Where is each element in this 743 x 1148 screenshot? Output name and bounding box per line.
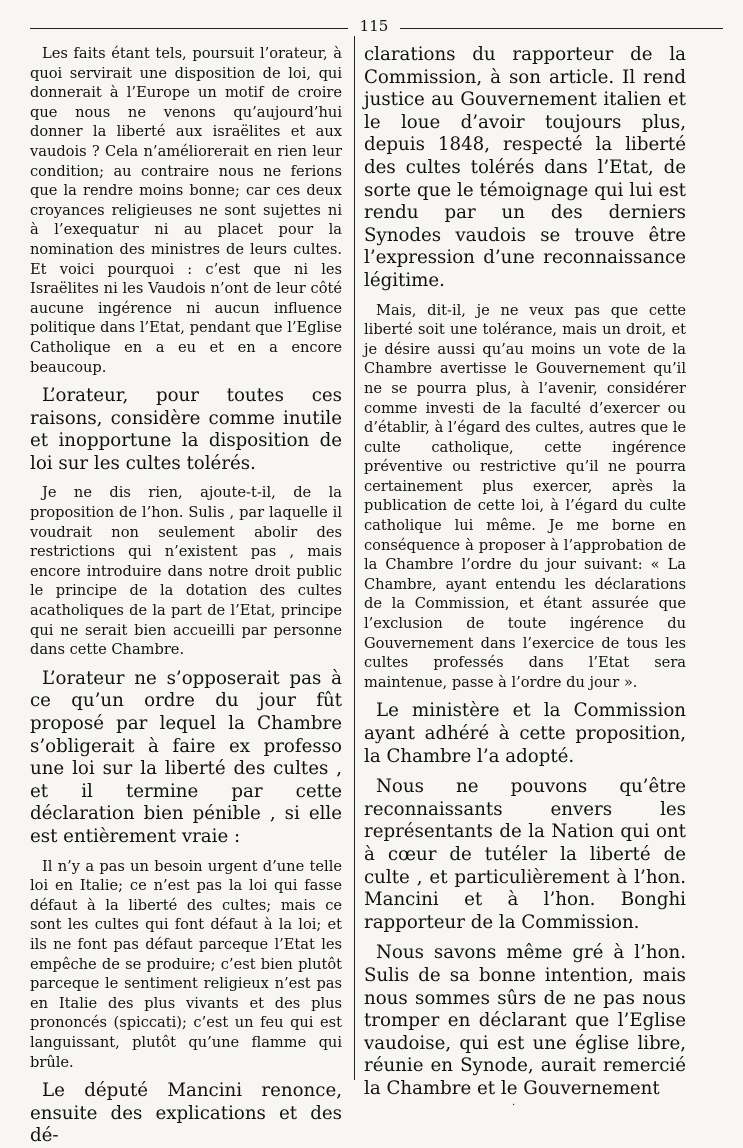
left-column — [30, 44, 342, 1148]
left-paragraph-4: L’orateur ne s’opposerait pas à ce qu’un ordre du jour fût proposé par lequel la Chambre s’obligerait à faire ex professo une loi sur la liberté des cultes , et il termine par cette déclaration bien pénible , si elle est entièrement vraie : — [30, 667, 342, 847]
right-paragraph-5: Nous savons même gré à l’hon. Sulis de sa bonne intention, mais nous sommes sûrs de ne pas nous tromper en déclarant que l’Eglise vaudoise, qui est une église libre, réunie en Synode, aurait remercié la Chambre et le Gouvernement — [364, 942, 686, 1099]
right-paragraph-4: Nous ne pouvons qu’être reconnaissants envers les représentants de la Nation qui ont à cœur de tutéler la liberté de culte , et particulièrement à l’hon. Mancini et à l’hon. Bonghi rapporteur de la Commission. — [364, 776, 686, 933]
header-rule-left — [30, 28, 348, 29]
left-paragraph-3: Je ne dis rien, ajoute-t-il, de la proposition de l’hon. Sulis , par laquelle il voudrait non seulement abolir des restrictions qui n’existent pas , mais encore introduire dans notre droit public le principe de la dotation des cultes acatholiques de la part de l’Etat, principe qui ne serait bien accueilli par personne dans cette Chambre. — [30, 484, 342, 659]
right-column — [364, 44, 686, 1101]
right-paragraph-1: clarations du rapporteur de la Commission, à son article. Il rend justice au Gouvernement italien et le loue d’avoir toujours plus, depuis 1848, respecté la liberté des cultes tolérés dans l’Etat, de sorte que le témoignage qui lui est rendu par un des derniers Synodes vaudois se trouve être l’expression d’une reconnaissance légitime. — [364, 44, 686, 291]
right-paragraph-2: Mais, dit-il, je ne veux pas que cette liberté soit une tolérance, mais un droit, et je désire aussi qu’au moins un vote de la Chambre avertisse le Gouvernement qu’il ne se pourra plus, à l’avenir, considérer comme investi de la faculté d’exercer ou d’établir, à l’égard des cultes, autres que le culte catholique, cette ingérence préventive ou restrictive qu’il ne pourra certainement plus exercer, après la publication de cette loi, à l’égard du culte catholique lui même. Je me borne en conséquence à proposer à l’approbation de la Chambre l’ordre du jour suivant: « La Chambre, ayant entendu les déclarations de la Commission, et étant assurée que l’exclusion de toute ingérence du Gouvernement dans l’exercice de tous les cultes professés dans l’Etat sera maintenue, passe à l’ordre du jour ». — [364, 301, 686, 691]
left-paragraph-6: Le député Mancini renonce, ensuite des explications et des dé- — [30, 1080, 342, 1147]
left-paragraph-5: Il n’y a pas un besoin urgent d’une telle loi en Italie; ce n’est pas la loi qui fasse défaut à la liberté des cultes; mais ce sont les cultes qui font défaut à la loi; et ils ne font pas défaut parceque l’Etat les empêche de se produire; c’est bien plutôt parceque le sentiment religieux n’est pas en Italie des plus vivants et des plus prononcés (spiccati); c’est un feu qui est languissant, plutôt qu’une flamme qui brûle. — [30, 857, 342, 1071]
right-paragraph-3: Le ministère et la Commission ayant adhéré à cette proposition, la Chambre l’a adopté. — [364, 700, 686, 767]
header-rule-right — [400, 28, 723, 29]
page-number: 115 — [359, 17, 389, 35]
left-paragraph-2: L’orateur, pour toutes ces raisons, considère comme inutile et inopportune la disposition de loi sur les cultes tolérés. — [30, 385, 342, 474]
footer-dot: · — [512, 1100, 516, 1111]
left-paragraph-1: Les faits étant tels, poursuit l’orateur, à quoi servirait une disposition de loi, qui donnerait à l’Europe un motif de croire que nous ne venons qu’aujourd’hui donner la liberté aux israëlites et aux vaudois ? Cela n’améliorerait en rien leur condition; au contraire nous ne ferions que la rendre moins bonne; car ces deux croyances religieuses ne sont sujettes ni à l’exequatur ni au placet pour la nomination des ministres de leurs cultes. Et voici pourquoi : c’est que ni les Israëlites ni les Vaudois n’ont de leur côté aucune ingérence ni aucun influence politique dans l’Etat, pendant que l’Eglise Catholique en a eu et en a encore beaucoup. — [30, 45, 342, 376]
column-divider — [354, 36, 355, 1080]
page-header — [30, 12, 723, 35]
